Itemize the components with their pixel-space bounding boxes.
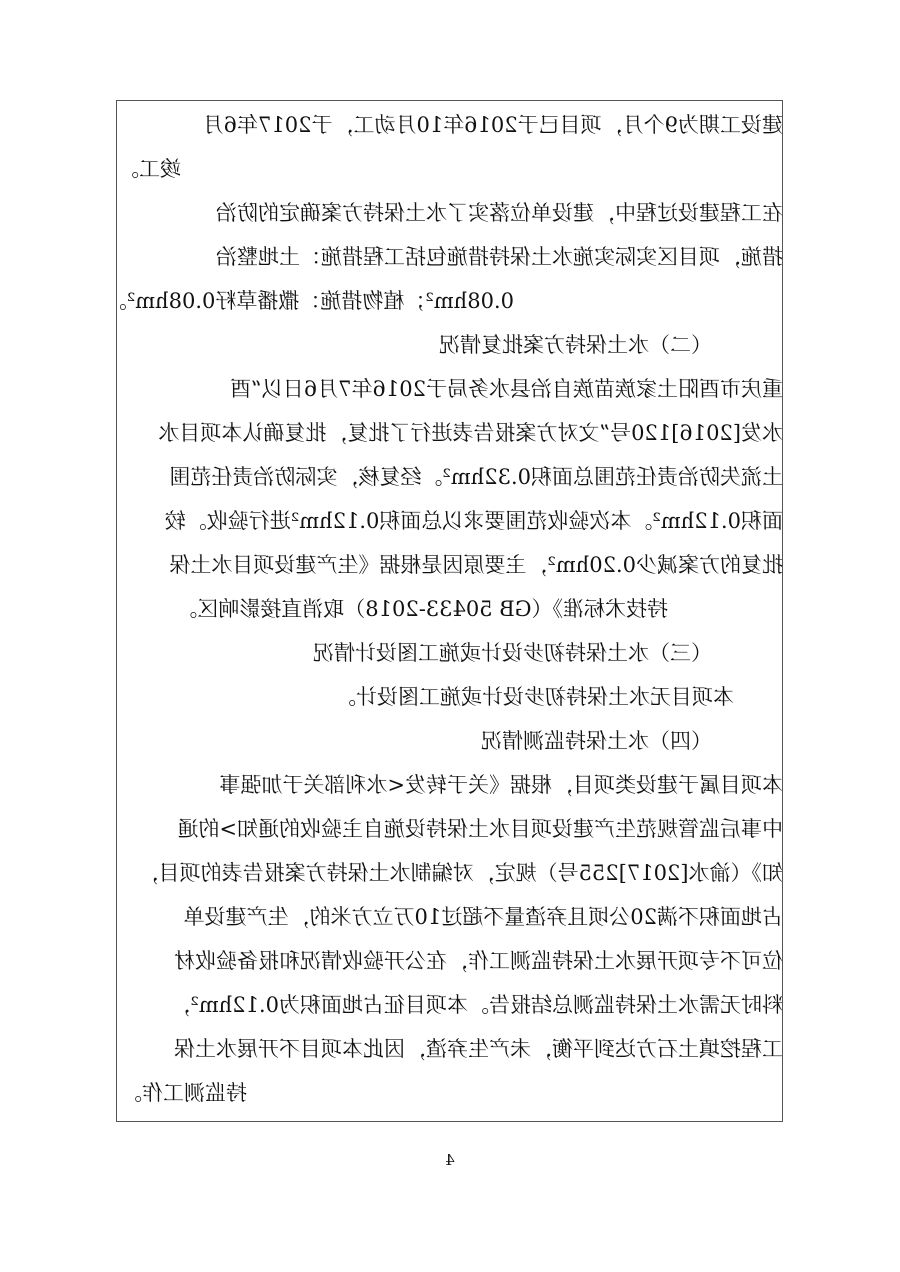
line-text: 料时无需水土保持监测总结报告。本项目征占地面积为0.12hm²，	[169, 993, 783, 1017]
line-text: 土流失防治责任范围总面积0.32hm²。经复核，实际防治责任范围	[169, 465, 783, 489]
line-text: 占地面积不满20公顷且弃渣量不超过10万立方米的，生产建设单	[183, 905, 783, 929]
text-line	[0, 414, 900, 452]
section-heading: （四）水土保持监测情况	[481, 729, 712, 753]
line-text: 批复的方案减少0.20hm²，主要原因是根据《生产建设项目水土保	[169, 553, 783, 577]
line-text: 水发[2016]120号”文对方案报告表进行了批复，批复确认本项目水	[158, 421, 783, 445]
line-text: 持技术标准》（GB 50433-2018）取消直接影响区。	[176, 597, 668, 621]
line-text: 面积0.12hm²。本次验收范围要求以总面积0.12hm²进行验收。较	[164, 509, 783, 533]
line-text: 位可不专项开展水土保持监测工作，在公开验收情况和报备验收材	[174, 949, 783, 973]
line-text: 持监测工作。	[121, 1081, 247, 1105]
text-line	[0, 194, 900, 232]
line-text: 建设工期为9个月，项目已于2016年10月动工，于2017年6月	[202, 113, 783, 137]
text-line	[0, 458, 900, 496]
text-line	[0, 810, 900, 848]
page-number: 4	[445, 1151, 455, 1169]
section-heading: （二）水土保持方案批复情况	[439, 333, 712, 357]
line-text: 中事后监管规范生产建设项目水土保持设施自主验收的通知>的通	[177, 817, 783, 841]
text-line	[0, 590, 900, 628]
line-text: 竣工。	[118, 157, 181, 181]
text-line	[0, 854, 900, 892]
line-text: 知》（渝水[2017]255号）规定，对编制水土保持方案报告表的项目，	[137, 861, 783, 885]
line-text: 措施，项目区实际实施水土保持措施包括工程措施：土地整治	[216, 245, 783, 269]
line-text: 重庆市酉阳土家族苗族自治县水务局于2016年7月6日以“酉	[230, 377, 783, 401]
line-text: 本项目属于建设类项目，根据《关于转发<水利部关于加强事	[219, 773, 783, 797]
line-text: 在工程建设过程中，建设单位落实了水土保持方案确定的防治	[216, 201, 783, 225]
text-line	[0, 546, 900, 584]
line-text: 本项目无水土保持初步设计或施工图设计。	[335, 685, 734, 709]
text-line	[0, 678, 900, 716]
text-line	[0, 898, 900, 936]
text-line	[0, 238, 900, 276]
text-line	[0, 370, 900, 408]
text-line	[0, 722, 900, 760]
section-heading: （三）水土保持初步设计或施工图设计情况	[313, 641, 712, 665]
text-line	[0, 766, 900, 804]
text-line	[0, 986, 900, 1024]
text-line	[0, 502, 900, 540]
text-line	[0, 1074, 900, 1112]
text-line	[0, 106, 900, 144]
text-line	[0, 282, 900, 320]
text-line	[0, 326, 900, 364]
line-text: 0.08hm²；植物措施：撒播草籽0.08hm²。	[105, 289, 514, 313]
text-line	[0, 150, 900, 188]
text-line	[0, 1030, 900, 1068]
text-line	[0, 942, 900, 980]
text-line	[0, 634, 900, 672]
line-text: 工程挖填土石方达到平衡，未产生弃渣，因此本项目不开展水土保	[174, 1037, 783, 1061]
